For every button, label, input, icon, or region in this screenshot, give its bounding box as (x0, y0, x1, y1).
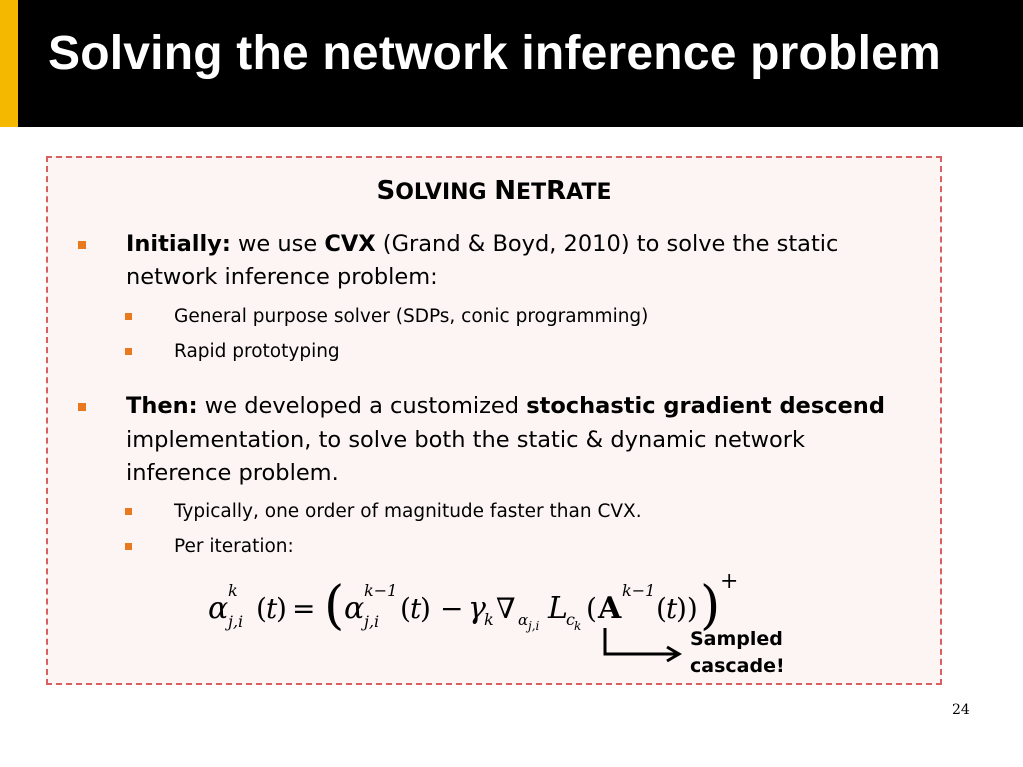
bullet-icon (78, 403, 86, 411)
bullet-icon (78, 241, 86, 249)
svg-text:t: t (666, 592, 678, 625)
svg-text:c: c (566, 610, 575, 629)
svg-text:j,i: j,i (364, 612, 380, 631)
svg-text:α: α (208, 591, 229, 626)
svg-text:(: ( (586, 592, 597, 625)
svg-text:−: − (440, 592, 464, 625)
svg-text:L: L (548, 591, 568, 626)
svg-text:∇: ∇ (496, 592, 516, 625)
sub-bullet-icon (125, 543, 132, 550)
svg-text:(: ( (256, 592, 267, 625)
svg-text:=: = (292, 592, 316, 625)
sub-bullet-icon (125, 348, 132, 355)
svg-text:t: t (266, 592, 278, 625)
bullet1-line2: network inference problem: (126, 264, 438, 290)
content-box (46, 156, 942, 685)
svg-text:+: + (720, 569, 739, 594)
bullet1-line1: Initially: we use CVX (Grand & Boyd, 2010) to solve the static (126, 231, 839, 257)
svg-text:j,i: j,i (528, 619, 540, 633)
sub-bullet-icon (125, 508, 132, 515)
svg-text:α: α (518, 611, 529, 629)
svg-text:): ) (276, 592, 287, 625)
svg-text:): ) (420, 592, 431, 625)
sub-bullet-icon (125, 313, 132, 320)
svg-text:(: ( (400, 592, 411, 625)
svg-text:k−1: k−1 (622, 581, 656, 600)
title-bar (0, 0, 1023, 127)
sub-bullet-text: Rapid prototyping (174, 341, 340, 362)
bullet2-line2: implementation, to solve both the static & dynamic network (126, 427, 806, 453)
svg-text:k: k (484, 610, 494, 629)
svg-text:A: A (598, 591, 622, 626)
box-heading: SOLVING NETRATE (376, 176, 612, 206)
svg-text:k: k (574, 619, 582, 633)
svg-text:k−1: k−1 (364, 581, 398, 600)
svg-text:(: ( (656, 592, 667, 625)
svg-text:): ) (700, 576, 721, 636)
sub-bullet-text: General purpose solver (SDPs, conic programming) (174, 306, 649, 327)
svg-text:(: ( (324, 576, 345, 636)
title-accent-stripe (0, 0, 18, 127)
sub-bullet-text: Per iteration: (174, 536, 294, 557)
bullet2-line1: Then: we developed a customized stochastic gradient descend (126, 393, 885, 419)
svg-text:γ: γ (468, 591, 486, 626)
sampled-cascade-note: Sampled cascade! (690, 628, 785, 677)
svg-text:t: t (410, 592, 422, 625)
svg-text:α: α (344, 591, 365, 626)
sub-bullet-text: Typically, one order of magnitude faster than CVX. (174, 501, 642, 522)
svg-text:k: k (228, 581, 238, 600)
bullet2-line3: inference problem. (126, 460, 339, 486)
slide-title: Solving the network inference problem (48, 27, 941, 80)
page-number: 24 (952, 702, 970, 718)
svg-text:)): )) (676, 592, 698, 625)
svg-text:j,i: j,i (228, 612, 244, 631)
